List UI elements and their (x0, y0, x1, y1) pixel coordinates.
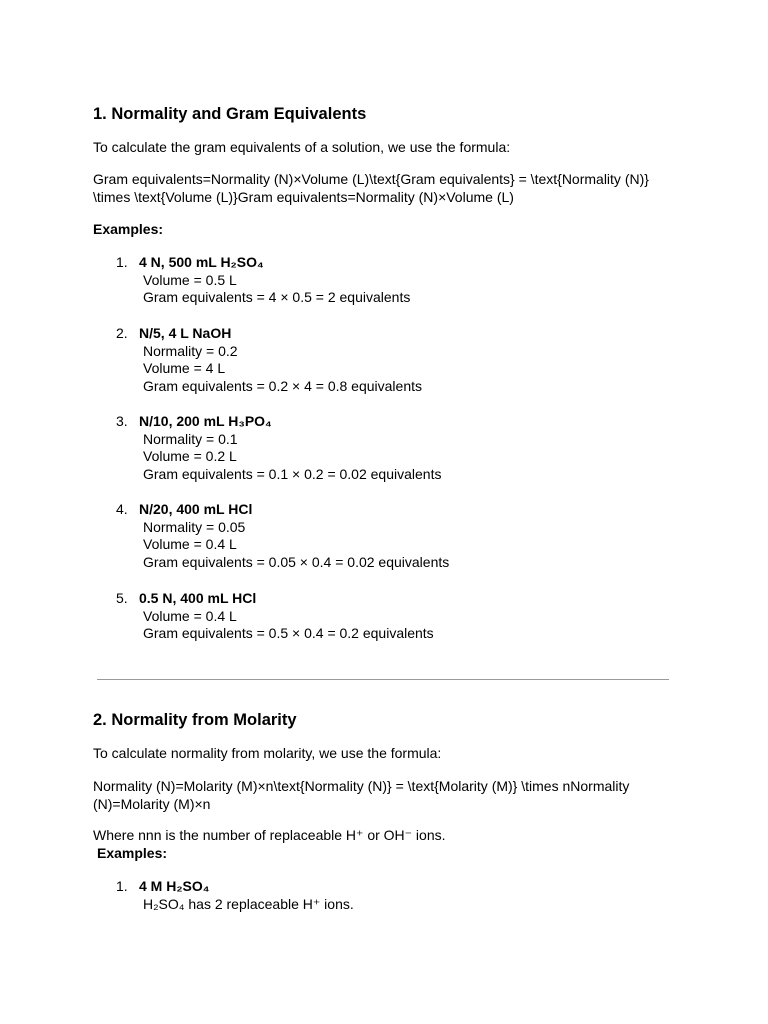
list-item-line: Volume = 0.4 L (143, 536, 237, 552)
list-item-line: Gram equivalents = 0.1 × 0.2 = 0.02 equivalents (143, 465, 442, 482)
list-item-title: N/10, 200 mL H₃PO₄ (139, 413, 272, 429)
section-2-formula: Normality (N)=Molarity (M)×n\text{Normality (N)} = \text{Molarity (M)} \times nNormality (N)=Molarity (M)×n (93, 778, 630, 812)
list-item-line: Normality = 0.05 (143, 518, 246, 535)
list-item-title: 0.5 N, 400 mL HCl (139, 590, 257, 606)
section-2-examples-label: Examples: (97, 845, 168, 861)
list-item-title: 4 N, 500 mL H₂SO₄ (139, 254, 264, 270)
list-item-line: Volume = 0.5 L (143, 271, 237, 288)
list-number: 2. (116, 325, 128, 341)
list-item-line: Volume = 4 L (143, 360, 226, 376)
section-1-heading: 1. Normality and Gram Equivalents (93, 105, 367, 123)
section-1-intro: To calculate the gram equivalents of a solution, we use the formula: (93, 139, 511, 155)
list-item-title: N/20, 400 mL HCl (139, 501, 253, 517)
section-2-where-note: Where nnn is the number of replaceable H⁺ or OH⁻ ions. (93, 827, 446, 843)
section-1-formula: Gram equivalents=Normality (N)×Volume (L)\text{Gram equivalents} = \text{Normality (N)} \times \text{Volume (L)}Gram equivalents=Normality (N)×Volume (L) (93, 171, 649, 205)
list-item-line: Normality = 0.2 (143, 342, 238, 359)
list-item-line: Volume = 0.4 L (143, 607, 237, 624)
list-number: 5. (116, 590, 128, 606)
list-item-line: Gram equivalents = 0.2 × 4 = 0.8 equivalents (143, 377, 423, 394)
list-number: 1. (116, 254, 128, 270)
section-2-heading: 2. Normality from Molarity (93, 711, 297, 729)
section-1-examples-label: Examples: (93, 221, 164, 237)
list-number: 3. (116, 413, 128, 429)
list-number: 1. (116, 878, 128, 894)
list-item-line: H₂SO₄ has 2 replaceable H⁺ ions. (143, 895, 354, 912)
section-divider (97, 679, 669, 680)
list-item-title: N/5, 4 L NaOH (139, 325, 232, 341)
list-item-line: Gram equivalents = 4 × 0.5 = 2 equivalents (143, 289, 411, 305)
list-item-line: Volume = 0.2 L (143, 448, 237, 464)
list-item-line: Gram equivalents = 0.05 × 0.4 = 0.02 equivalents (143, 553, 450, 570)
list-item-title: 4 M H₂SO₄ (139, 878, 210, 894)
list-item-line: Normality = 0.1 (143, 430, 238, 447)
section-2-intro: To calculate normality from molarity, we use the formula: (93, 745, 442, 761)
list-item-line: Gram equivalents = 0.5 × 0.4 = 0.2 equivalents (143, 625, 434, 641)
list-number: 4. (116, 501, 128, 517)
